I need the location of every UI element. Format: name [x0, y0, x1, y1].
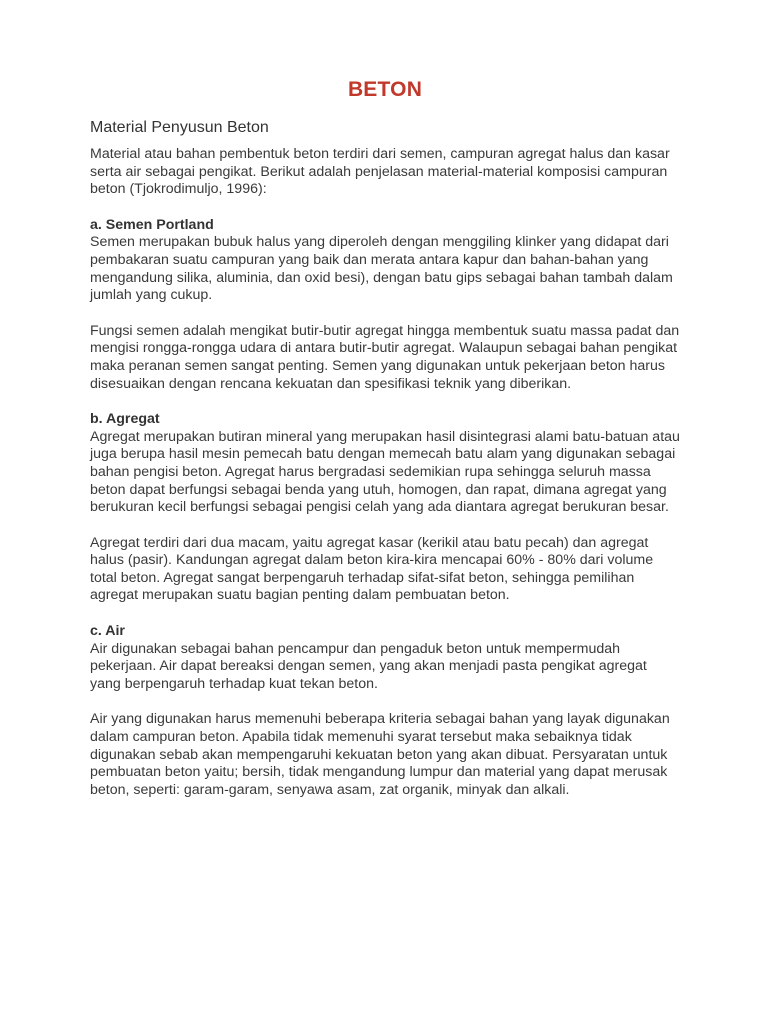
subsection-heading: a. Semen Portland: [90, 216, 214, 233]
subsection-heading: c. Air: [90, 623, 125, 640]
paragraph: Air digunakan sebagai bahan pencampur dan pengaduk beton untuk mempermudah pekerjaan. Air dapat bereaksi dengan semen, yang akan menjadi pasta pengikat agregat yang berpengaruh terhadap kuat tekan beton.: [90, 640, 647, 692]
intro-paragraph: Material atau bahan pembentuk beton terdiri dari semen, campuran agregat halus dan kasar serta air sebagai pengikat. Berikut adalah penjelasan material-material komposisi campuran beton (Tjokrodimuljo, 1996):: [90, 146, 670, 198]
paragraph: Agregat merupakan butiran mineral yang merupakan hasil disintegrasi alami batu-batuan atau juga berupa hasil mesin pemecah batu dengan memecah batu alam yang digunakan sebagai bahan pengisi beton. Agregat harus bergradasi sedemikian rupa sehingga seluruh massa beton dapat berfungsi sebagai benda yang utuh, homogen, dan rapat, dimana agregat yang berukuran kecil berfungsi sebagai pengisi celah yang ada diantara agregat berukuran besar.: [90, 428, 680, 516]
paragraph: Semen merupakan bubuk halus yang diperoleh dengan menggiling klinker yang didapat dari pembakaran suatu campuran yang baik dan merata antara kapur dan bahan-bahan yang mengandung silika, aluminia, dan oxid besi), dengan batu gips sebagai bahan tambah dalam jumlah yang cukup.: [90, 234, 673, 304]
section-semen-portland: [90, 217, 680, 393]
subsection-heading: b. Agregat: [90, 411, 160, 428]
document-page: [90, 78, 680, 817]
document-title: BETON: [347, 78, 423, 101]
paragraph: Air yang digunakan harus memenuhi beberapa kriteria sebagai bahan yang layak digunakan dalam campuran beton. Apabila tidak memenuhi syarat tersebut maka sebaiknya tidak digunakan sebab akan mempengaruhi kekuatan beton yang akan dibuat. Persyaratan untuk pembuatan beton yaitu; bersih, tidak mengandung lumpur dan material yang dapat merusak beton, seperti: garam-garam, senyawa asam, zat organik, minyak dan alkali.: [90, 711, 670, 798]
paragraph: Fungsi semen adalah mengikat butir-butir agregat hingga membentuk suatu massa padat dan mengisi rongga-rongga udara di antara butir-butir agregat. Walaupun sebagai bahan pengikat maka peranan semen sangat penting. Semen yang digunakan untuk pekerjaan beton harus disesuaikan dengan rencana kekuatan dan spesifikasi teknik yang diberikan.: [90, 322, 680, 392]
section-air: [90, 623, 680, 799]
section-heading: Material Penyusun Beton: [90, 119, 269, 136]
section-agregat: [90, 411, 680, 605]
paragraph: Agregat terdiri dari dua macam, yaitu agregat kasar (kerikil atau batu pecah) dan agregat halus (pasir). Kandungan agregat dalam beton kira-kira mencapai 60% - 80% dari volume total beton. Agregat sangat berpengaruh terhadap sifat-sifat beton, sehingga pemilihan agregat merupakan suatu bagian penting dalam pembuatan beton.: [90, 534, 654, 604]
